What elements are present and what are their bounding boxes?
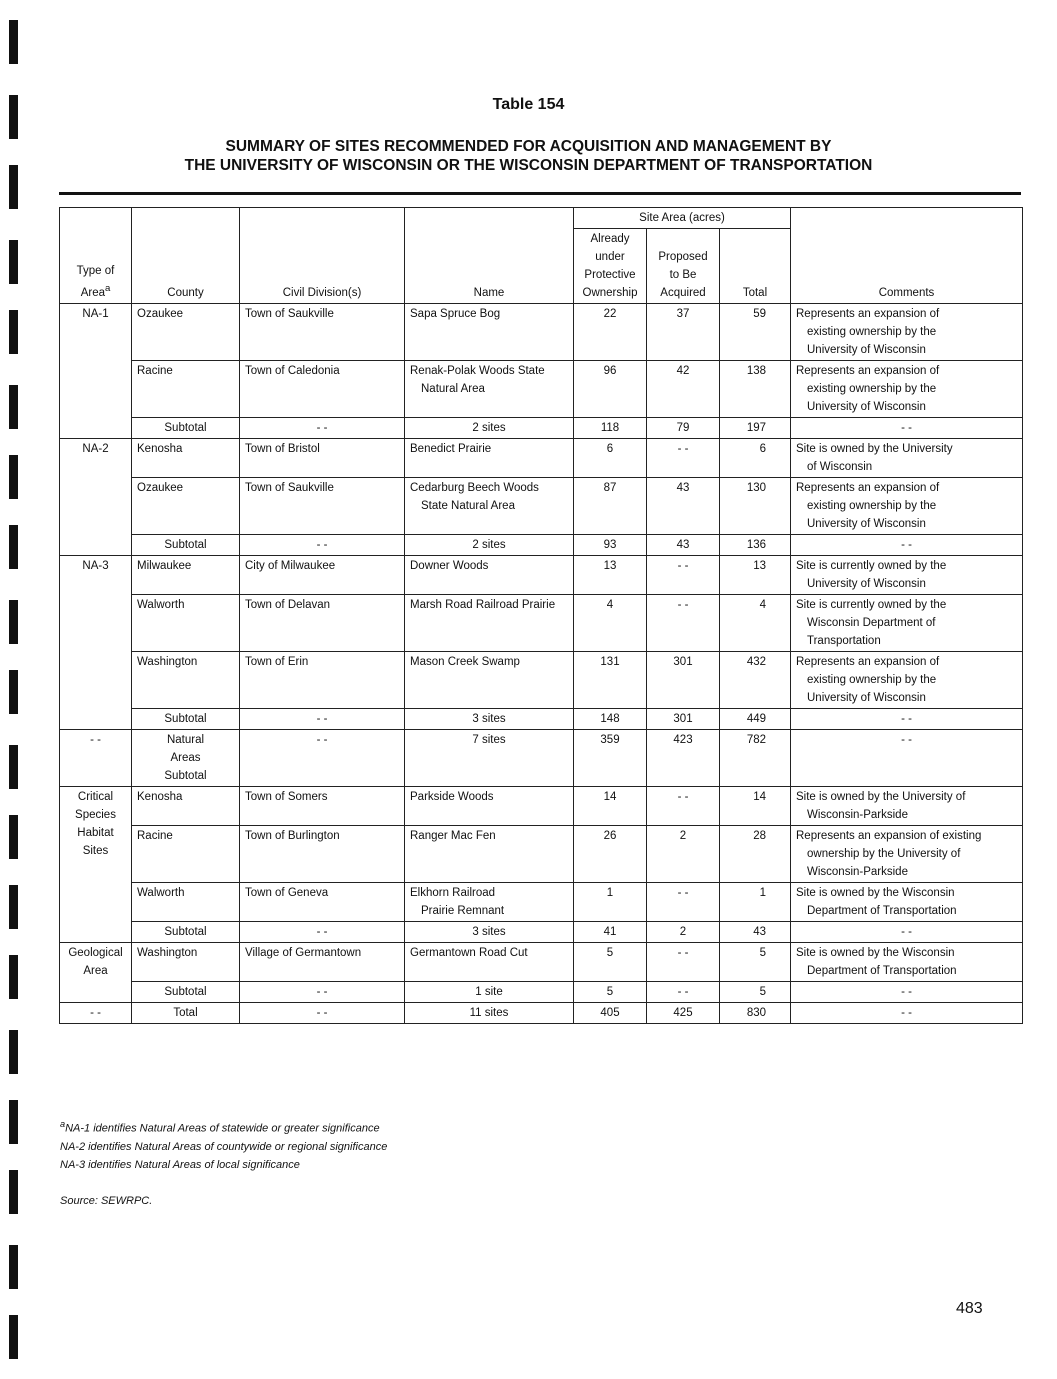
binding-mark bbox=[9, 20, 18, 64]
county-name: Milwaukee bbox=[137, 560, 192, 572]
county-name: Kenosha bbox=[137, 791, 183, 803]
comment-line: existing ownership by the bbox=[807, 326, 937, 338]
binding-mark bbox=[9, 310, 18, 354]
comment-line: University of Wisconsin bbox=[807, 692, 926, 704]
comment-line: Department of Transportation bbox=[807, 965, 957, 977]
total-label: Total bbox=[132, 1003, 240, 1024]
comment-line: Represents an expansion of bbox=[796, 365, 940, 377]
comment-line: University of Wisconsin bbox=[807, 344, 926, 356]
header-civil-division: Civil Division(s) bbox=[240, 208, 405, 304]
already-under-ownership-cell: 41 bbox=[574, 922, 647, 943]
type-of-area-label: Critical bbox=[77, 791, 114, 803]
sites-table bbox=[59, 207, 1023, 1024]
already-under-ownership-cell: 405 bbox=[574, 1003, 647, 1024]
total-acres-cell: 43 bbox=[720, 922, 791, 943]
type-of-area-label: - - bbox=[90, 734, 101, 746]
county-name: Washington bbox=[137, 947, 198, 959]
county-cell bbox=[132, 730, 240, 787]
subtotal-row bbox=[60, 922, 1023, 943]
proposed-to-acquire-cell: 425 bbox=[647, 1003, 720, 1024]
header-type-of-area: Type of Area$^a$ bbox=[60, 208, 132, 304]
civil-division-cell: - - bbox=[240, 982, 405, 1003]
binding-mark bbox=[9, 815, 18, 859]
proposed-to-acquire-cell: 43 bbox=[647, 478, 720, 535]
county-name: Subtotal bbox=[164, 770, 207, 782]
type-of-area-label: Sites bbox=[82, 845, 109, 857]
site-count-cell: 1 site bbox=[405, 982, 574, 1003]
site-name: Ranger Mac Fen bbox=[410, 830, 496, 842]
civil-division-cell: - - bbox=[240, 709, 405, 730]
civil-division-cell: - - bbox=[240, 535, 405, 556]
table-row bbox=[60, 943, 1023, 982]
total-acres-cell: 197 bbox=[720, 418, 791, 439]
county-cell bbox=[132, 652, 240, 709]
already-under-ownership-cell: 93 bbox=[574, 535, 647, 556]
comment-line: Site is owned by the Wisconsin bbox=[796, 887, 955, 899]
subtotal-row bbox=[60, 709, 1023, 730]
binding-mark bbox=[9, 1245, 18, 1289]
site-count-cell: 2 sites bbox=[405, 418, 574, 439]
comment-line: existing ownership by the bbox=[807, 500, 937, 512]
total-row bbox=[60, 1003, 1023, 1024]
site-name: Marsh Road Railroad Prairie bbox=[410, 599, 556, 611]
type-of-area-cell bbox=[60, 304, 132, 439]
type-of-area-label: NA-1 bbox=[82, 308, 109, 320]
comment-line: of Wisconsin bbox=[807, 461, 873, 473]
civil-division-cell: Town of Erin bbox=[240, 652, 405, 709]
type-of-area-label: Species bbox=[75, 809, 116, 821]
comments-cell: - - bbox=[791, 535, 1023, 556]
county-cell bbox=[132, 883, 240, 922]
site-count-cell: 11 sites bbox=[405, 1003, 574, 1024]
comments-cell bbox=[791, 826, 1023, 883]
comments-cell bbox=[791, 478, 1023, 535]
civil-division-cell: Town of Saukville bbox=[240, 304, 405, 361]
proposed-to-acquire-cell: - - bbox=[647, 439, 720, 478]
total-acres-cell: 432 bbox=[720, 652, 791, 709]
site-name-cell bbox=[405, 304, 574, 361]
site-name-cell bbox=[405, 883, 574, 922]
county-cell bbox=[132, 478, 240, 535]
site-name-cell bbox=[405, 361, 574, 418]
site-name: Parkside Woods bbox=[410, 791, 494, 803]
table-row bbox=[60, 304, 1023, 361]
already-under-ownership-cell: 131 bbox=[574, 652, 647, 709]
comments-cell bbox=[791, 787, 1023, 826]
table-header bbox=[60, 208, 1023, 304]
proposed-to-acquire-cell: - - bbox=[647, 787, 720, 826]
binding-mark bbox=[9, 1170, 18, 1214]
total-acres-cell: 59 bbox=[720, 304, 791, 361]
binding-mark bbox=[9, 955, 18, 999]
total-acres-cell: 6 bbox=[720, 439, 791, 478]
proposed-to-acquire-cell: - - bbox=[647, 595, 720, 652]
binding-mark bbox=[9, 525, 18, 569]
proposed-to-acquire-cell: 2 bbox=[647, 826, 720, 883]
comment-line: Site is currently owned by the bbox=[796, 599, 947, 611]
comments-cell bbox=[791, 556, 1023, 595]
comment-line: ownership by the University of bbox=[807, 848, 961, 860]
header-name: Name bbox=[405, 208, 574, 304]
binding-edge-marks bbox=[9, 0, 21, 1379]
site-name-cell bbox=[405, 826, 574, 883]
county-name: Walworth bbox=[137, 599, 185, 611]
comment-line: Transportation bbox=[807, 635, 881, 647]
county-name: Walworth bbox=[137, 887, 185, 899]
already-under-ownership-cell: 148 bbox=[574, 709, 647, 730]
county-cell bbox=[132, 826, 240, 883]
total-acres-cell: 138 bbox=[720, 361, 791, 418]
subtotal-label: Subtotal bbox=[132, 418, 240, 439]
county-name: Natural bbox=[166, 734, 205, 746]
binding-mark bbox=[9, 1100, 18, 1144]
header-total: Total bbox=[720, 229, 791, 304]
comment-line: Department of Transportation bbox=[807, 905, 957, 917]
site-name-cell bbox=[405, 478, 574, 535]
site-name-cell bbox=[405, 787, 574, 826]
comment-line: Site is owned by the University of bbox=[796, 791, 966, 803]
table-row bbox=[60, 361, 1023, 418]
header-proposed-to-be-acquired: Proposed to Be Acquired bbox=[647, 229, 720, 304]
comments-cell: - - bbox=[791, 922, 1023, 943]
proposed-to-acquire-cell: - - bbox=[647, 556, 720, 595]
type-of-area-cell bbox=[60, 943, 132, 1003]
comments-cell bbox=[791, 304, 1023, 361]
already-under-ownership-cell: 22 bbox=[574, 304, 647, 361]
comment-line: Represents an expansion of existing bbox=[796, 830, 982, 842]
total-acres-cell: 1 bbox=[720, 883, 791, 922]
subtotal-label: Subtotal bbox=[132, 922, 240, 943]
proposed-to-acquire-cell: 301 bbox=[647, 709, 720, 730]
total-acres-cell: 13 bbox=[720, 556, 791, 595]
binding-mark bbox=[9, 670, 18, 714]
comments-cell: - - bbox=[791, 709, 1023, 730]
already-under-ownership-cell: 359 bbox=[574, 730, 647, 787]
binding-mark bbox=[9, 455, 18, 499]
already-under-ownership-cell: 1 bbox=[574, 883, 647, 922]
table-row bbox=[60, 652, 1023, 709]
site-name: Prairie Remnant bbox=[421, 905, 505, 917]
already-under-ownership-cell: 5 bbox=[574, 943, 647, 982]
table-row bbox=[60, 826, 1023, 883]
site-name-cell bbox=[405, 556, 574, 595]
page-number: 483 bbox=[956, 1300, 983, 1317]
comment-line: Site is currently owned by the bbox=[796, 560, 947, 572]
binding-mark bbox=[9, 240, 18, 284]
site-name: Cedarburg Beech Woods bbox=[410, 482, 539, 494]
comment-line: University of Wisconsin bbox=[807, 518, 926, 530]
county-name: Racine bbox=[137, 365, 173, 377]
table-row bbox=[60, 730, 1023, 787]
county-name: Areas bbox=[170, 752, 201, 764]
comment-line: Represents an expansion of bbox=[796, 482, 940, 494]
subtotal-row bbox=[60, 535, 1023, 556]
site-name: 7 sites bbox=[472, 734, 506, 746]
site-name: State Natural Area bbox=[421, 500, 515, 512]
type-of-area-label: Geological bbox=[68, 947, 123, 959]
comment-line: Site is owned by the University bbox=[796, 443, 953, 455]
type-of-area-cell bbox=[60, 439, 132, 556]
total-acres-cell: 28 bbox=[720, 826, 791, 883]
civil-division-cell: - - bbox=[240, 418, 405, 439]
total-acres-cell: 449 bbox=[720, 709, 791, 730]
binding-mark bbox=[9, 600, 18, 644]
heading-line-1: SUMMARY OF SITES RECOMMENDED FOR ACQUISITION AND MANAGEMENT BY bbox=[225, 138, 832, 155]
county-cell bbox=[132, 595, 240, 652]
total-acres-cell: 5 bbox=[720, 943, 791, 982]
total-acres-cell: 14 bbox=[720, 787, 791, 826]
source-note: Source: SEWRPC. bbox=[60, 1194, 153, 1207]
proposed-to-acquire-cell: 42 bbox=[647, 361, 720, 418]
comment-line: Site is owned by the Wisconsin bbox=[796, 947, 955, 959]
footnote-na-2: NA-2 identifies Natural Areas of countywide or regional significance bbox=[60, 1140, 388, 1153]
binding-mark bbox=[9, 1030, 18, 1074]
footnote-na-3: NA-3 identifies Natural Areas of local significance bbox=[60, 1158, 300, 1171]
site-name: Elkhorn Railroad bbox=[410, 887, 496, 899]
comment-line: Wisconsin-Parkside bbox=[807, 809, 908, 821]
proposed-to-acquire-cell: - - bbox=[647, 883, 720, 922]
total-acres-cell: 4 bbox=[720, 595, 791, 652]
county-cell bbox=[132, 361, 240, 418]
heading-rule bbox=[59, 192, 1021, 195]
binding-mark bbox=[9, 885, 18, 929]
county-name: Racine bbox=[137, 830, 173, 842]
county-cell bbox=[132, 943, 240, 982]
site-count-cell: 3 sites bbox=[405, 709, 574, 730]
comment-line: Represents an expansion of bbox=[796, 656, 940, 668]
proposed-to-acquire-cell: 301 bbox=[647, 652, 720, 709]
subtotal-row bbox=[60, 982, 1023, 1003]
subtotal-row bbox=[60, 418, 1023, 439]
civil-division-cell: Town of Somers bbox=[240, 787, 405, 826]
site-name-cell bbox=[405, 439, 574, 478]
table-row bbox=[60, 556, 1023, 595]
site-count-cell: 2 sites bbox=[405, 535, 574, 556]
civil-division-cell: City of Milwaukee bbox=[240, 556, 405, 595]
civil-division-cell: Town of Saukville bbox=[240, 478, 405, 535]
comment-line: existing ownership by the bbox=[807, 383, 937, 395]
already-under-ownership-cell: 6 bbox=[574, 439, 647, 478]
civil-division-cell: Town of Burlington bbox=[240, 826, 405, 883]
already-under-ownership-cell: 14 bbox=[574, 787, 647, 826]
comments-cell: - - bbox=[791, 1003, 1023, 1024]
header-comments: Comments bbox=[791, 208, 1023, 304]
proposed-to-acquire-cell: 423 bbox=[647, 730, 720, 787]
header-already-under-protective-ownership: Already under Protective Ownership bbox=[574, 229, 647, 304]
binding-mark bbox=[9, 745, 18, 789]
total-acres-cell: 5 bbox=[720, 982, 791, 1003]
table-row bbox=[60, 787, 1023, 826]
type-of-area-cell bbox=[60, 730, 132, 787]
type-of-area-cell bbox=[60, 787, 132, 943]
site-name: Downer Woods bbox=[410, 560, 489, 572]
binding-mark bbox=[9, 385, 18, 429]
table-title: Table 154 bbox=[492, 96, 565, 113]
civil-division-cell: - - bbox=[240, 1003, 405, 1024]
comment-line: Wisconsin Department of bbox=[807, 617, 936, 629]
comment-line: existing ownership by the bbox=[807, 674, 937, 686]
comment-line: University of Wisconsin bbox=[807, 401, 926, 413]
table-heading bbox=[0, 137, 1057, 175]
comments-cell bbox=[791, 361, 1023, 418]
civil-division-cell: Village of Germantown bbox=[240, 943, 405, 982]
proposed-to-acquire-cell: 43 bbox=[647, 535, 720, 556]
footnotes bbox=[60, 1115, 387, 1210]
proposed-to-acquire-cell: 37 bbox=[647, 304, 720, 361]
type-of-area-cell bbox=[60, 556, 132, 730]
proposed-to-acquire-cell: 79 bbox=[647, 418, 720, 439]
type-of-area-cell: - - bbox=[60, 1003, 132, 1024]
comments-cell bbox=[791, 883, 1023, 922]
already-under-ownership-cell: 26 bbox=[574, 826, 647, 883]
already-under-ownership-cell: 4 bbox=[574, 595, 647, 652]
comments-cell bbox=[791, 595, 1023, 652]
proposed-to-acquire-cell: 2 bbox=[647, 922, 720, 943]
comment-line: University of Wisconsin bbox=[807, 578, 926, 590]
proposed-to-acquire-cell: - - bbox=[647, 943, 720, 982]
county-cell bbox=[132, 304, 240, 361]
comment-line: - - bbox=[901, 734, 912, 746]
comments-cell bbox=[791, 943, 1023, 982]
county-name: Kenosha bbox=[137, 443, 183, 455]
comments-cell bbox=[791, 730, 1023, 787]
civil-division-cell: - - bbox=[240, 922, 405, 943]
subtotal-label: Subtotal bbox=[132, 982, 240, 1003]
county-cell bbox=[132, 787, 240, 826]
footnote-na-1: $^a$NA-1 identifies Natural Areas of statewide or greater significance bbox=[60, 1119, 380, 1135]
type-of-area-label: Habitat bbox=[77, 827, 114, 839]
civil-division-cell: Town of Delavan bbox=[240, 595, 405, 652]
county-name: Ozaukee bbox=[137, 482, 184, 494]
table-row bbox=[60, 595, 1023, 652]
total-acres-cell: 782 bbox=[720, 730, 791, 787]
already-under-ownership-cell: 118 bbox=[574, 418, 647, 439]
site-count-cell: 3 sites bbox=[405, 922, 574, 943]
total-acres-cell: 830 bbox=[720, 1003, 791, 1024]
already-under-ownership-cell: 5 bbox=[574, 982, 647, 1003]
site-name: Natural Area bbox=[421, 383, 485, 395]
county-name: Washington bbox=[137, 656, 198, 668]
county-cell bbox=[132, 439, 240, 478]
site-name-cell bbox=[405, 595, 574, 652]
total-acres-cell: 130 bbox=[720, 478, 791, 535]
type-of-area-label: NA-2 bbox=[82, 443, 109, 455]
site-name: Germantown Road Cut bbox=[410, 947, 528, 959]
type-of-area-label: NA-3 bbox=[82, 560, 109, 572]
already-under-ownership-cell: 87 bbox=[574, 478, 647, 535]
type-of-area-label: Area bbox=[83, 965, 108, 977]
site-name-cell bbox=[405, 652, 574, 709]
site-name-cell bbox=[405, 943, 574, 982]
header-site-area: Site Area (acres) bbox=[574, 208, 791, 229]
table-body bbox=[60, 304, 1023, 1024]
table-row bbox=[60, 883, 1023, 922]
civil-division-cell: Town of Caledonia bbox=[240, 361, 405, 418]
table-row bbox=[60, 478, 1023, 535]
site-name: Renak-Polak Woods State bbox=[410, 365, 545, 377]
site-name: Mason Creek Swamp bbox=[410, 656, 520, 668]
already-under-ownership-cell: 13 bbox=[574, 556, 647, 595]
comments-cell: - - bbox=[791, 982, 1023, 1003]
table-row bbox=[60, 439, 1023, 478]
subtotal-label: Subtotal bbox=[132, 535, 240, 556]
site-name: Benedict Prairie bbox=[410, 443, 492, 455]
civil-division-cell: - - bbox=[240, 730, 405, 787]
header-county: County bbox=[132, 208, 240, 304]
subtotal-label: Subtotal bbox=[132, 709, 240, 730]
site-name: Sapa Spruce Bog bbox=[410, 308, 501, 320]
comments-cell: - - bbox=[791, 418, 1023, 439]
comments-cell bbox=[791, 652, 1023, 709]
proposed-to-acquire-cell: - - bbox=[647, 982, 720, 1003]
comments-cell bbox=[791, 439, 1023, 478]
civil-division-cell: Town of Geneva bbox=[240, 883, 405, 922]
binding-mark bbox=[9, 1315, 18, 1359]
already-under-ownership-cell: 96 bbox=[574, 361, 647, 418]
total-acres-cell: 136 bbox=[720, 535, 791, 556]
county-name: Ozaukee bbox=[137, 308, 184, 320]
comment-line: Represents an expansion of bbox=[796, 308, 940, 320]
civil-division-cell: Town of Bristol bbox=[240, 439, 405, 478]
comment-line: Wisconsin-Parkside bbox=[807, 866, 908, 878]
site-name-cell bbox=[405, 730, 574, 787]
heading-line-2: THE UNIVERSITY OF WISCONSIN OR THE WISCONSIN DEPARTMENT OF TRANSPORTATION bbox=[184, 157, 873, 174]
county-cell bbox=[132, 556, 240, 595]
